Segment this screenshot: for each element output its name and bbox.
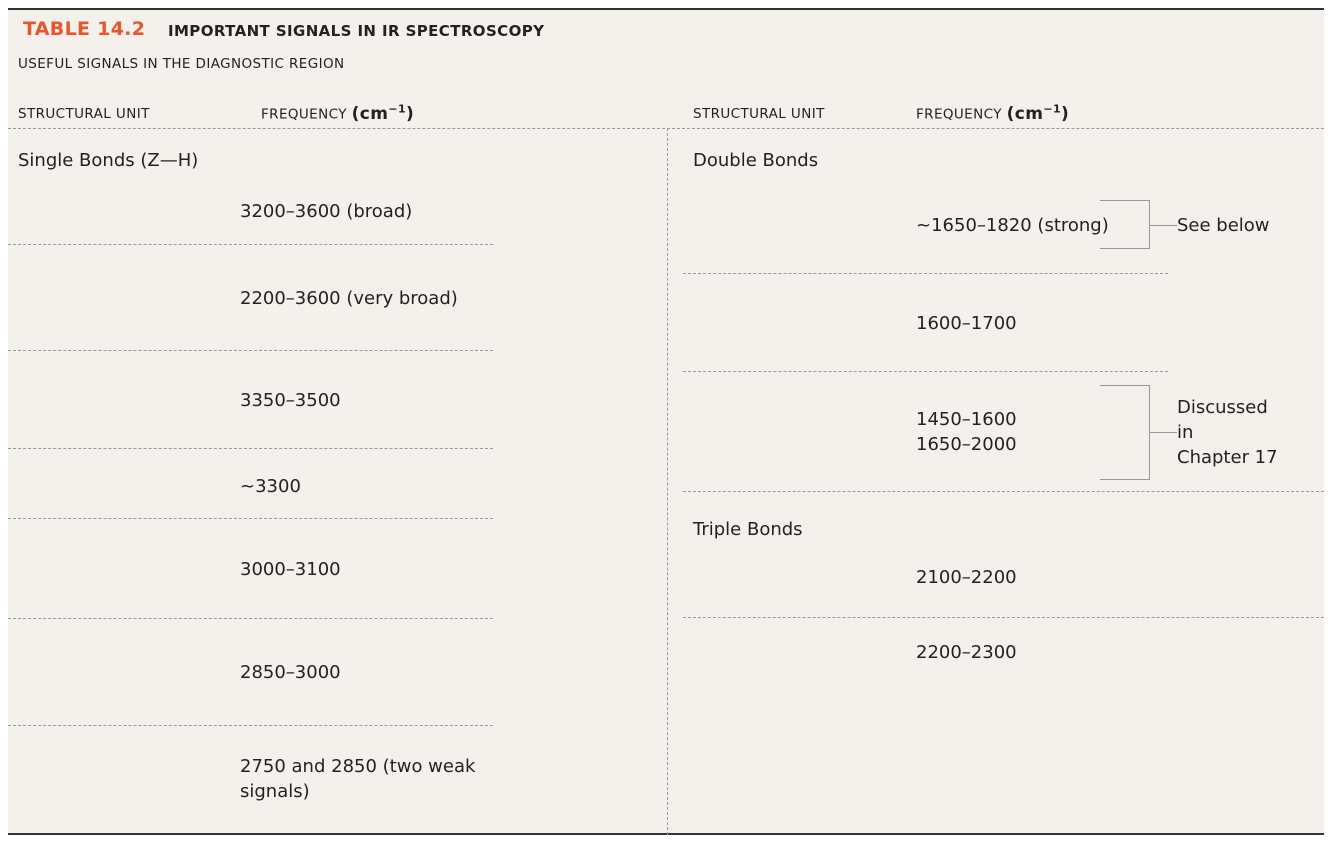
- row-divider: [8, 350, 493, 351]
- row-divider: [8, 725, 493, 726]
- row-divider: [8, 518, 493, 519]
- row-divider: [8, 448, 493, 449]
- left-row-7-cont: signals): [240, 781, 310, 802]
- left-row-2: 2200–3600 (very broad): [240, 288, 458, 309]
- bracket-tick: [1150, 432, 1177, 433]
- left-row-3: 3350–3500: [240, 390, 341, 411]
- right-row-3: 1450–1600: [916, 409, 1017, 430]
- right-row-5: 2200–2300: [916, 642, 1017, 663]
- row-divider: [683, 617, 1324, 618]
- left-freq-exp: −1: [388, 102, 406, 115]
- bracket: [1100, 385, 1150, 480]
- section-double-bonds: Double Bonds: [693, 150, 819, 171]
- right-freq-unit: (cm: [1006, 103, 1044, 124]
- right-row-3b: 1650–2000: [916, 434, 1017, 455]
- table-panel: [8, 8, 1324, 835]
- left-row-7: 2750 and 2850 (two weak: [240, 756, 476, 777]
- right-row-1: ~1650–1820 (strong): [916, 215, 1109, 236]
- left-row-4: ~3300: [240, 476, 301, 497]
- section-triple-bonds: Triple Bonds: [693, 519, 803, 540]
- left-row-6: 2850–3000: [240, 662, 341, 683]
- row-divider: [683, 371, 1168, 372]
- section-single-bonds: Single Bonds (Z—H): [18, 150, 199, 171]
- right-freq-label: FREQUENCY: [916, 106, 1002, 123]
- left-row-1: 3200–3600 (broad): [240, 201, 413, 222]
- left-freq-label: FREQUENCY: [261, 106, 347, 123]
- right-freq-exp: −1: [1043, 102, 1061, 115]
- right-freq-close: ): [1061, 103, 1070, 124]
- left-col-head-frequency: [261, 102, 414, 124]
- row-divider: [8, 618, 493, 619]
- right-col-head-frequency: [916, 102, 1069, 124]
- row-divider: [683, 491, 1324, 492]
- table-title: IMPORTANT SIGNALS IN IR SPECTROSCOPY: [168, 22, 545, 40]
- row-divider: [8, 244, 493, 245]
- table-number: TABLE 14.2: [23, 18, 146, 40]
- column-divider: [667, 128, 668, 835]
- left-col-head-unit: STRUCTURAL UNIT: [18, 106, 150, 122]
- right-col-head-unit: STRUCTURAL UNIT: [693, 106, 825, 122]
- note-discussed-in: in: [1177, 422, 1194, 443]
- left-freq-close: ): [406, 103, 415, 124]
- left-row-5: 3000–3100: [240, 559, 341, 580]
- note-discussed: Discussed: [1177, 397, 1268, 418]
- right-row-2: 1600–1700: [916, 313, 1017, 334]
- bracket-tick: [1150, 225, 1177, 226]
- left-freq-unit: (cm: [351, 103, 389, 124]
- note-see-below: See below: [1177, 215, 1270, 236]
- right-row-4: 2100–2200: [916, 567, 1017, 588]
- bracket: [1100, 200, 1150, 249]
- note-discussed-chapter: Chapter 17: [1177, 447, 1278, 468]
- row-divider: [683, 273, 1168, 274]
- table-subtitle: USEFUL SIGNALS IN THE DIAGNOSTIC REGION: [18, 56, 345, 72]
- header-divider: [8, 128, 1324, 129]
